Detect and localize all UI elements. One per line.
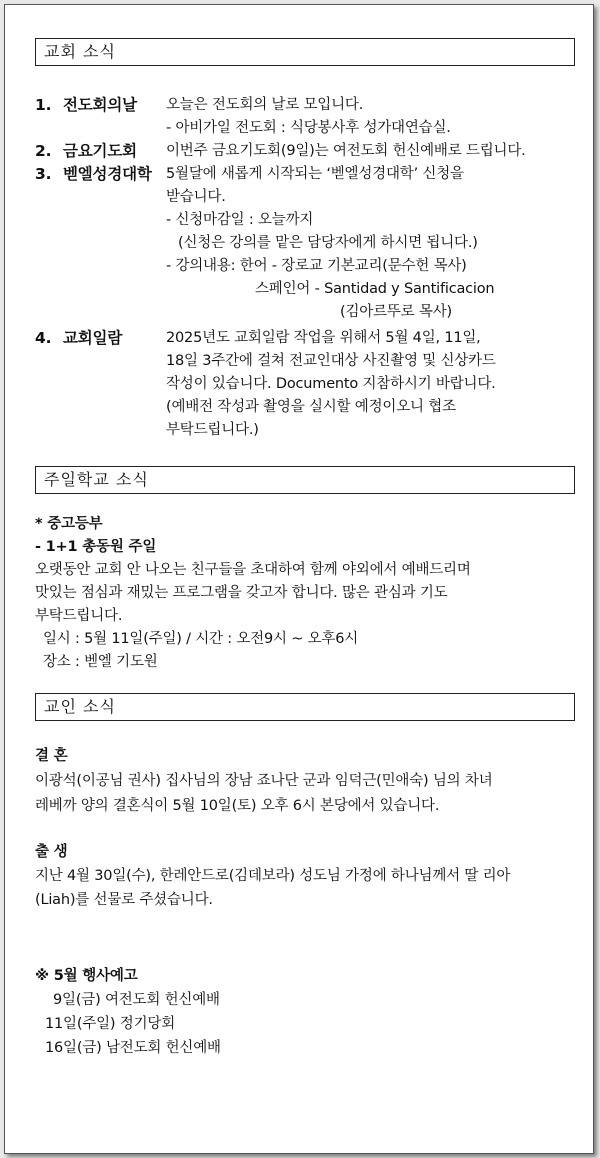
event-desc-line-1: 오랫동안 교회 안 나오는 친구들을 초대하여 함께 야외에서 예배드리며 — [35, 562, 471, 578]
may-event-3: 16일(금) 남전도회 헌신예배 — [45, 1040, 221, 1056]
item-3-line-5: - 강의내용: 한어 - 장로교 기본교리(문수헌 목사) — [166, 258, 467, 274]
bulletin-page — [4, 4, 594, 1154]
church-news-header: 교회 소식 — [35, 38, 575, 66]
item-3-line-1: 5월달에 새롭게 시작되는 ‘벧엘성경대학’ 신청을 — [166, 166, 464, 182]
wedding-line-2: 레베까 양의 결혼식이 5월 10일(토) 오후 6시 본당에서 있습니다. — [35, 798, 440, 814]
event-desc-line-2: 맛있는 점심과 재밌는 프로그램을 갖고자 합니다. 많은 관심과 기도 — [35, 585, 448, 601]
may-event-2: 11일(주일) 정기당회 — [45, 1016, 176, 1032]
sunday-school-header: 주일학교 소식 — [35, 466, 575, 494]
item-3-line-2: 받습니다. — [166, 189, 226, 205]
event-datetime: 일시 : 5월 11일(주일) / 시간 : 오전9시 ~ 오후6시 — [43, 631, 359, 647]
dept-label: * 중고등부 — [35, 516, 103, 532]
item-1-number: 1. — [35, 96, 52, 114]
item-4-title: 교회일람 — [63, 329, 123, 347]
item-3-line-3: - 신청마감일 : 오늘까지 — [166, 212, 314, 228]
item-4-line-3: 작성이 있습니다. Documento 지참하시기 바랍니다. — [166, 376, 496, 392]
item-4-line-1: 2025년도 교회일람 작업을 위해서 5월 4일, 11일, — [166, 330, 481, 346]
item-2-title: 금요기도회 — [63, 142, 137, 160]
item-4-line-4: (예배전 작성과 촬영을 실시할 예정이오니 협조 — [166, 399, 456, 415]
item-1-line-2: - 아비가일 전도회 : 식당봉사후 성가대연습실. — [166, 120, 451, 136]
item-3-line-6: 스페인어 - Santidad y Santificacion — [255, 281, 495, 297]
item-2-line-1: 이번주 금요기도회(9일)는 여전도회 헌신예배로 드립니다. — [166, 143, 526, 159]
item-4-number: 4. — [35, 329, 52, 347]
birth-line-1: 지난 4월 30일(수), 한레안드로(김데보라) 성도님 가정에 하나님께서 딸 리아 — [35, 868, 511, 884]
event-place: 장소 : 벧엘 기도원 — [43, 654, 158, 670]
may-events-title: ※ 5월 행사예고 — [35, 968, 138, 984]
wedding-title: 결 혼 — [35, 748, 68, 764]
item-1-line-1: 오늘은 전도회의 날로 모입니다. — [166, 97, 364, 113]
item-3-number: 3. — [35, 165, 52, 183]
may-event-1: 9일(금) 여전도회 헌신예배 — [53, 992, 220, 1008]
member-news-header: 교인 소식 — [35, 693, 575, 721]
event-desc-line-3: 부탁드립니다. — [35, 608, 123, 624]
item-2-number: 2. — [35, 142, 52, 160]
event-title: - 1+1 총동원 주일 — [35, 539, 157, 555]
item-4-line-2: 18일 3주간에 걸쳐 전교인대상 사진촬영 및 신상카드 — [166, 353, 496, 369]
item-4-line-5: 부탁드립니다.) — [166, 422, 259, 438]
wedding-line-1: 이광석(이공님 권사) 집사님의 장남 죠나단 군과 임덕근(민애숙) 님의 차녀 — [35, 773, 493, 789]
item-3-line-7: (김아르뚜로 목사) — [340, 304, 452, 320]
birth-line-2: (Liah)를 선물로 주셨습니다. — [35, 892, 213, 908]
item-3-title: 벧엘성경대학 — [63, 165, 152, 183]
item-1-title: 전도회의날 — [63, 96, 137, 114]
item-3-line-4: (신청은 강의를 맡은 담당자에게 하시면 됩니다.) — [178, 235, 478, 251]
birth-title: 출 생 — [35, 844, 68, 860]
